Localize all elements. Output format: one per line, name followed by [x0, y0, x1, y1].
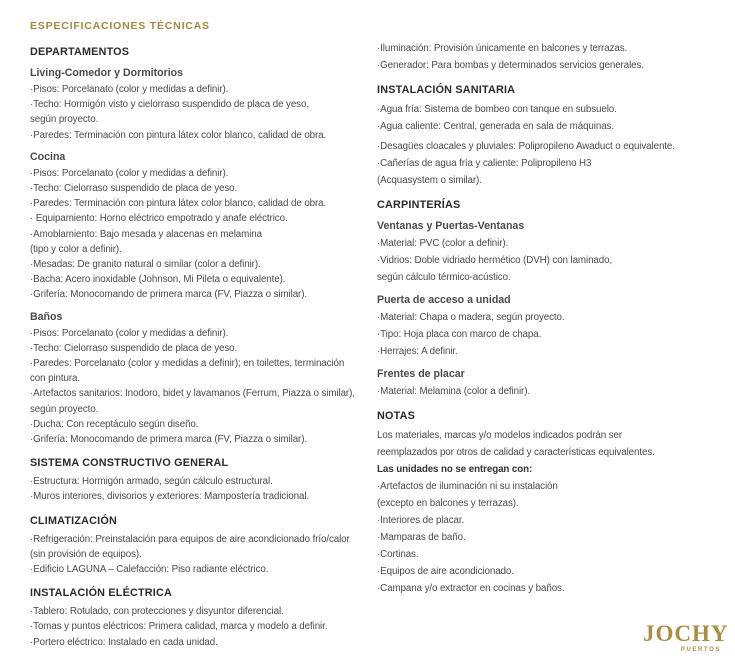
spec-line: ·Cortinas. — [377, 549, 419, 560]
spec-line: ·Cañerías de agua fría y caliente: Polipropileno H3 — [377, 158, 592, 169]
spec-line: ·Techo: Cielorraso suspendido de placa de yeso. — [30, 183, 238, 195]
spec-line: según cálculo térmico-acústico. — [377, 272, 511, 283]
subsection-heading: Ventanas y Puertas-Ventanas — [377, 220, 525, 232]
subsection-heading: Cocina — [30, 150, 66, 163]
spec-line: ·Campana y/o extractor en cocinas y baños. — [377, 583, 565, 594]
spec-line: ·Muros interiores, divisorios y exteriores: Mampostería tradicional. — [30, 491, 310, 503]
spec-line: ·Material: Chapa o madera, según proyecto. — [377, 312, 565, 323]
logo-brand-text: JOCHY — [643, 621, 729, 646]
spec-line: ·Material: PVC (color a definir). — [377, 238, 509, 249]
spec-line: ·Mesadas: De granito natural o similar (color a definir). — [30, 259, 261, 271]
spec-line: · Equipamiento: Horno eléctrico empotrado y anafe eléctrico. — [30, 213, 288, 225]
spec-line: ·Paredes: Terminación con pintura látex color blanco, calidad de obra. — [30, 198, 327, 210]
spec-line: ·Tomas y puntos eléctricos: Primera calidad, marca y modelo a definir. — [30, 621, 328, 633]
logo-tagline-text: PUERTOS — [680, 647, 721, 653]
spec-line: ·Mamparas de baño. — [377, 532, 466, 543]
spec-line: ·Artefactos sanitarios: Inodoro, bidet y lavamanos (Ferrum, Piazza o similar), — [30, 388, 355, 400]
spec-line: ·Generador: Para bombas y determinados servicios generales. — [377, 60, 644, 71]
spec-line: ·Interiores de placar. — [377, 515, 465, 526]
spec-line: ·Amoblamiento: Bajo mesada y alacenas en melamina — [30, 228, 262, 240]
spec-line: ·Pisos: Porcelanato (color y medidas a definir). — [30, 327, 229, 339]
spec-line: ·Equipos de aire acondicionado. — [377, 566, 514, 577]
spec-line: ·Portero eléctrico: Instalado en cada unidad. — [30, 636, 218, 648]
spec-line: ·Artefactos de iluminación ni su instalación — [377, 481, 558, 492]
section-heading: SISTEMA CONSTRUCTIVO GENERAL — [30, 457, 229, 470]
spec-line: ·Desagües cloacales y pluviales: Polipropileno Awaduct o equivalente. — [377, 141, 675, 152]
spec-line: según proyecto. — [30, 403, 99, 415]
spec-line: ·Techo: Cielorraso suspendido de placa de yeso. — [30, 342, 238, 354]
subsection-heading: Frentes de placar — [377, 368, 465, 380]
spec-line: (excepto en balcones y terrazas). — [377, 498, 519, 509]
document-title: ESPECIFICACIONES TÉCNICAS — [30, 20, 210, 32]
spec-line: ·Vidrios: Doble vidriado hermético (DVH) con laminado, — [377, 255, 613, 266]
spec-line: ·Tablero: Rotulado, con protecciones y disyuntor diferencial. — [30, 606, 284, 618]
spec-line: ·Pisos: Porcelanato (color y medidas a definir). — [30, 84, 229, 95]
left-column — [30, 0, 375, 650]
spec-line: ·Techo: Hormigón visto y cielorraso suspendido de placa de yeso, — [30, 99, 309, 111]
spec-line: ·Ducha: Con receptáculo según diseño. — [30, 418, 199, 430]
section-heading: NOTAS — [377, 410, 415, 422]
spec-line: ·Grifería: Monocomando de primera marca (FV, Piazza o similar). — [30, 434, 307, 446]
spec-line: ·Estructura: Hormigón armado, según cálculo estructural. — [30, 476, 273, 488]
spec-line: ·Agua caliente: Central, generada en sala de máquinas. — [377, 121, 614, 132]
company-logo — [643, 621, 729, 654]
spec-line: (tipo y color a definir). — [30, 243, 122, 255]
section-heading: INSTALACIÓN ELÉCTRICA — [30, 587, 172, 600]
subsection-heading: Living-Comedor y Dormitorios — [30, 67, 184, 79]
section-heading: INSTALACIÓN SANITARIA — [377, 84, 516, 96]
spec-line: (Acquasystem o similar). — [377, 175, 482, 186]
spec-line: reemplazados por otros de calidad y características equivalentes. — [377, 447, 655, 458]
right-column — [377, 0, 732, 597]
spec-line: según proyecto. — [30, 114, 99, 126]
spec-line: ·Paredes: Porcelanato (color y medidas a definir); en toilettes, terminación — [30, 358, 345, 370]
spec-line: ·Tipo: Hoja placa con marco de chapa. — [377, 329, 542, 340]
spec-line: ·Grifería: Monocomando de primera marca (FV, Piazza o similar). — [30, 289, 307, 301]
section-heading: CLIMATIZACIÓN — [30, 514, 117, 527]
section-heading: DEPARTAMENTOS — [30, 46, 130, 58]
spec-line: ·Material: Melamina (color a definir). — [377, 386, 530, 397]
section-heading: CARPINTERÍAS — [377, 199, 461, 211]
spec-line: (sin provisión de equipos). — [30, 548, 142, 560]
spec-line: ·Paredes: Terminación con pintura látex color blanco, calidad de obra. — [30, 129, 327, 141]
spec-line: ·Agua fría: Sistema de bombeo con tanque en subsuelo. — [377, 104, 617, 115]
subsection-heading: Puerta de acceso a unidad — [377, 294, 511, 306]
subsection-heading: Baños — [30, 310, 63, 323]
spec-line: ·Pisos: Porcelanato (color y medidas a definir). — [30, 167, 229, 179]
spec-line: ·Herrajes: A definir. — [377, 346, 458, 357]
spec-line: Los materiales, marcas y/o modelos indicados podrán ser — [377, 430, 622, 441]
spec-line: ·Refrigeración: Preinstalación para equipos de aire acondicionado frío/calor — [30, 533, 350, 545]
spec-line: ·Iluminación: Provisión únicamente en balcones y terrazas. — [377, 43, 628, 54]
spec-line-emphasis: Las unidades no se entregan con: — [377, 464, 533, 475]
spec-line: ·Edificio LAGUNA – Calefacción: Piso radiante eléctrico. — [30, 564, 269, 576]
spec-line: ·Bacha: Acero inoxidable (Johnson, Mi Pileta o equivalente). — [30, 274, 286, 286]
spec-line: con pintura. — [30, 373, 80, 385]
